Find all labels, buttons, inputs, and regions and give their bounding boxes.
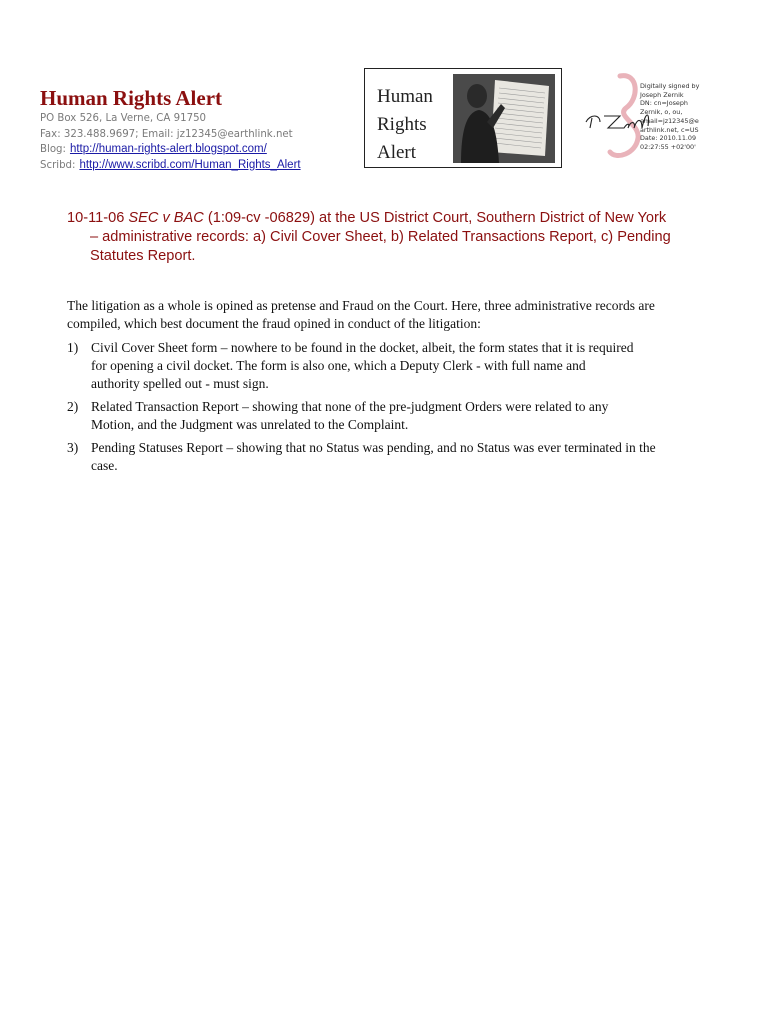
digital-signature	[580, 68, 730, 168]
intro-line-1: The litigation as a whole is opined as pretense and Fraud on the Court. Here, three administrative records are	[67, 298, 655, 313]
intro-line-2: compiled, which best document the fraud opined in conduct of the litigation:	[67, 316, 481, 331]
list-item	[67, 339, 707, 393]
contact-block	[40, 111, 301, 173]
list-item-line: Related Transaction Report – showing that none of the pre-judgment Orders were related to any	[91, 399, 609, 414]
subject-date: 10-11-06	[67, 210, 129, 226]
sig-line: arthlink.net, c=US	[640, 125, 699, 134]
list-item-line: case.	[91, 458, 118, 473]
subject-line-3: Statutes Report.	[90, 248, 196, 264]
address-line: PO Box 526, La Verne, CA 91750	[40, 113, 207, 124]
blog-link[interactable]: http://human-rights-alert.blogspot.com/	[69, 143, 267, 155]
list-item-number: 3)	[67, 440, 79, 455]
list-item-line: Pending Statuses Report – showing that no Status was pending, and no Status was ever terminated in the	[91, 440, 656, 455]
scribd-line	[40, 158, 301, 174]
logo-photo-image	[453, 74, 555, 163]
sig-line: 02:27:55 +02'00'	[640, 142, 696, 151]
blog-line	[40, 142, 301, 158]
sig-line: Zernik, o, ou,	[640, 108, 683, 117]
fax-email-line: Fax: 323.488.9697; Email: jz12345@earthlink.net	[40, 128, 293, 140]
list-item-text	[91, 339, 707, 393]
list-item-number: 1)	[67, 340, 79, 355]
logo-word-2: Rights	[377, 114, 427, 135]
sig-line: Joseph Zernik	[640, 90, 684, 99]
list-item	[67, 439, 707, 475]
logo-text	[377, 83, 433, 167]
list-item-line: authority spelled out - must sign.	[91, 376, 269, 391]
subject-line-1-rest: (1:09-cv -06829) at the US District Court, Southern District of New York	[203, 210, 667, 226]
logo-word-1: Human	[377, 86, 433, 107]
subject-line-1	[67, 209, 707, 228]
signature-details	[640, 82, 699, 152]
list-item-line: for opening a civil docket. The form is also one, which a Deputy Clerk - with full name and	[91, 358, 586, 373]
sig-line: DN: cn=Joseph	[640, 99, 688, 108]
subject-case-name: SEC v BAC	[128, 210, 204, 226]
logo-box	[364, 68, 562, 168]
list-item-text	[91, 439, 707, 475]
list-item-line: Motion, and the Judgment was unrelated to the Complaint.	[91, 417, 409, 432]
intro-paragraph	[67, 297, 655, 333]
list-item	[67, 398, 707, 434]
scribd-link[interactable]: http://www.scribd.com/Human_Rights_Alert	[79, 158, 301, 171]
blog-label: Blog:	[40, 144, 66, 155]
sig-line: Digitally signed by	[640, 82, 700, 90]
org-title: Human Rights Alert	[40, 86, 223, 110]
records-list	[67, 339, 707, 480]
list-item-line: Civil Cover Sheet form – nowhere to be found in the docket, albeit, the form states that it is required	[91, 340, 634, 355]
logo-word-3: Alert	[377, 142, 417, 163]
list-item-text	[91, 398, 707, 434]
list-item-number: 2)	[67, 399, 79, 414]
subject-line-2: – administrative records: a) Civil Cover Sheet, b) Related Transactions Report, c) Pending	[90, 229, 671, 245]
sig-line: email=jz12345@e	[640, 116, 699, 125]
document-subject	[67, 209, 707, 266]
scribd-label: Scribd:	[40, 159, 76, 171]
sig-line: Date: 2010.11.09	[640, 134, 697, 143]
